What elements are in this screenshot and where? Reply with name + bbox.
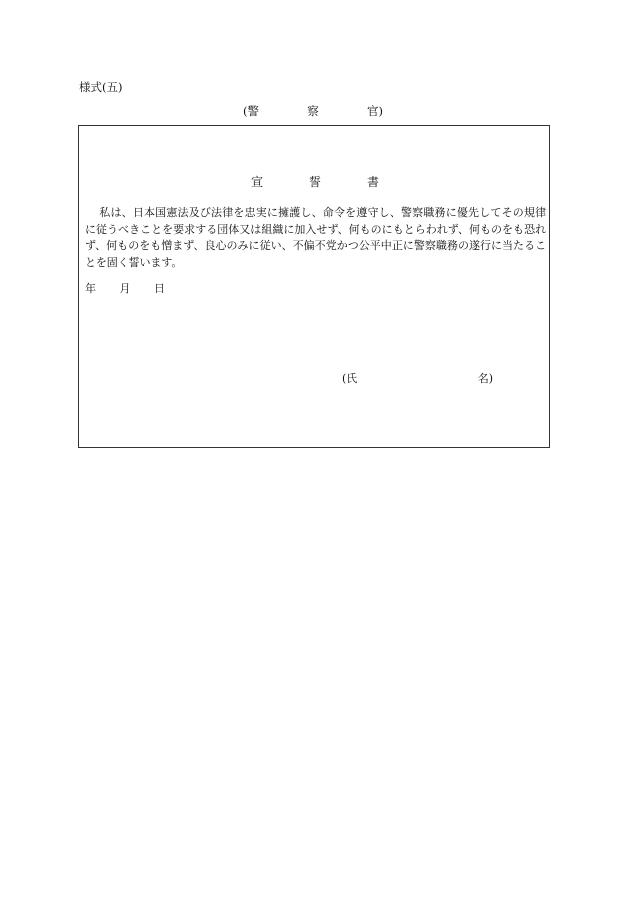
- signature-open-label: (氏: [342, 372, 358, 385]
- date-line: [85, 282, 165, 296]
- role-heading: [243, 104, 383, 118]
- role-heading-open: (警: [243, 104, 259, 118]
- date-year-label: 年: [85, 282, 96, 295]
- form-label: 様式(五): [79, 80, 123, 94]
- oath-body-text: 私は、日本国憲法及び法律を忠実に擁護し、命令を遵守し、警察職務に優先してその規律に従うべきことを要求する団体又は組織に加入せず、何ものにもとらわれず、何ものをも恐れず、何ものをも憎まず、良心のみに従い、不偏不党かつ公平中正に警察職務の遂行に当たることを固く誓います。: [85, 206, 546, 269]
- oath-document-box: [78, 125, 550, 448]
- role-heading-middle: 察: [307, 104, 319, 118]
- oath-title-char-3: 書: [366, 175, 379, 189]
- date-day-label: 日: [154, 282, 165, 295]
- signature-name-line: [342, 372, 493, 386]
- oath-title-char-1: 宣: [251, 175, 264, 189]
- role-heading-close: 官): [367, 104, 383, 118]
- date-month-label: 月: [119, 282, 131, 295]
- oath-title-char-2: 誓: [308, 175, 321, 189]
- signature-close-label: 名): [477, 372, 493, 385]
- oath-title: [251, 175, 379, 190]
